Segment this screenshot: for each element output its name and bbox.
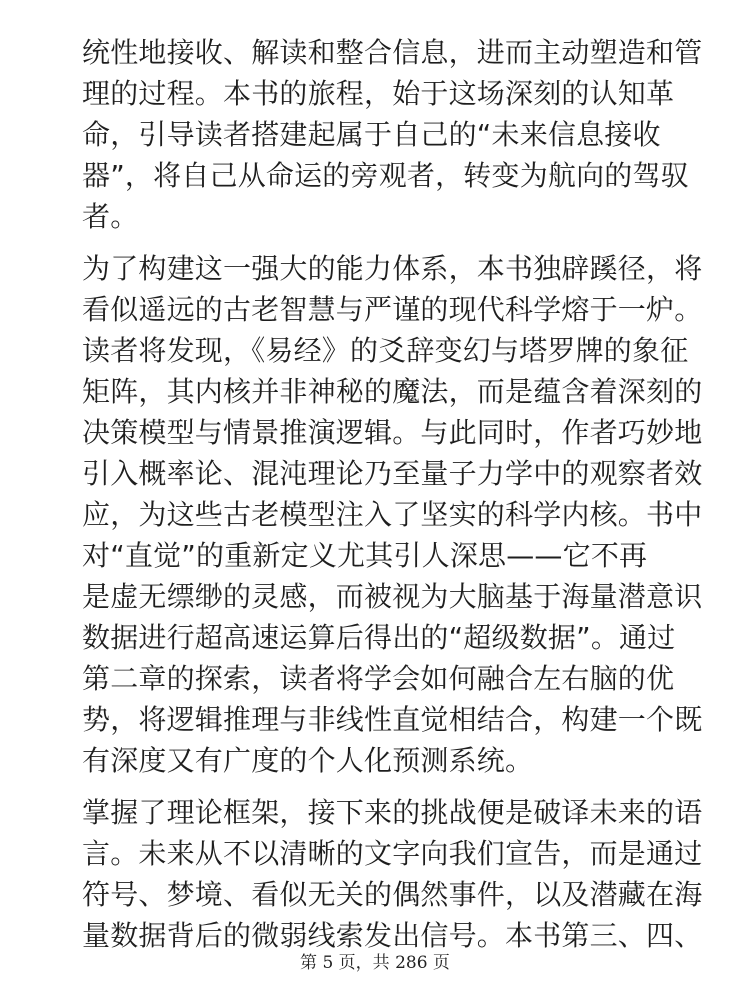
text-line: 器”，将自己从命运的旁观者，转变为航向的驾驭 (82, 159, 689, 192)
text-line: 有深度又有广度的个人化预测系统。 (82, 744, 534, 777)
text-line: 为了构建这一强大的能力体系，本书独辟蹊径，将 (82, 252, 703, 285)
text-line: 引入概率论、混沌理论乃至量子力学中的观察者效 (82, 457, 703, 490)
text-line: 第二章的探索，读者将学会如何融合左右脑的优 (82, 662, 675, 695)
text-line: 读者将发现，《易经》的爻辞变幻与塔罗牌的象征 (82, 334, 689, 367)
paragraph-2 (82, 248, 703, 781)
text-line: 言。未来从不以清晰的文字向我们宣告，而是通过 (82, 837, 703, 870)
text-line: 应，为这些古老模型注入了坚实的科学内核。书中 (82, 498, 703, 531)
text-line: 命，引导读者搭建起属于自己的“未来信息接收 (82, 118, 661, 151)
text-line: 是虚无缥缈的灵感，而被视为大脑基于海量潜意识 (82, 580, 703, 613)
text-line: 决策模型与情景推演逻辑。与此同时，作者巧妙地 (82, 416, 703, 449)
paragraph-1 (82, 32, 703, 237)
text-line: 符号、梦境、看似无关的偶然事件，以及潜藏在海 (82, 878, 703, 911)
text-line: 理的过程。本书的旅程，始于这场深刻的认知革 (82, 77, 675, 110)
text-line: 掌握了理论框架，接下来的挑战便是破译未来的语 (82, 796, 703, 829)
text-line: 量数据背后的微弱线索发出信号。本书第三、四、 (82, 919, 703, 952)
text-line: 矩阵，其内核并非神秘的魔法，而是蕴含着深刻的 (82, 375, 703, 408)
paragraph-3 (82, 792, 703, 956)
text-line: 看似遥远的古老智慧与严谨的现代科学熔于一炉。 (82, 293, 703, 326)
text-line: 数据进行超高速运算后得出的“超级数据”。通过 (82, 621, 676, 654)
text-line: 势，将逻辑推理与非线性直觉相结合，构建一个既 (82, 703, 703, 736)
page-number: 第 5 页，共 286 页 (300, 953, 450, 973)
body-text (82, 32, 703, 967)
text-line: 对“直觉”的重新定义尤其引人深思——它不再 (82, 539, 648, 572)
text-line: 者。 (82, 200, 139, 233)
text-line: 统性地接收、解读和整合信息，进而主动塑造和管 (82, 36, 703, 69)
